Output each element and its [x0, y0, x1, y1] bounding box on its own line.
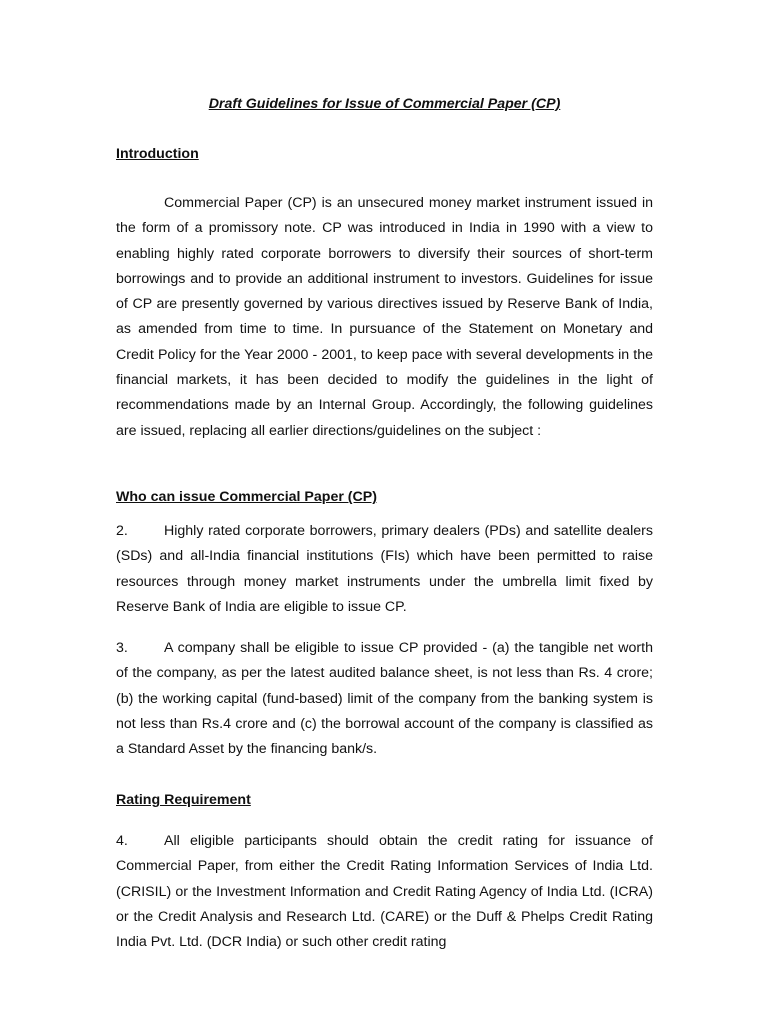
introduction-paragraph: Commercial Paper (CP) is an unsecured money market instrument issued in the form of a promissory note. CP was introduced in India in 1990 with a view to enabling highly rated corporate borrowers to diversify their sources of short-term borrowings and to provide an additional instrument to investors. Guidelines for issue of CP are presently governed by various directives issued by Reserve Bank of India, as amended from time to time. In pursuance of the Statement on Monetary and Credit Policy for the Year 2000 - 2001, to keep pace with several developments in the financial markets, it has been decided to modify the guidelines in the light of recommendations made by an Internal Group. Accordingly, the following guidelines are issued, replacing all earlier directions/guidelines on the subject : — [116, 195, 653, 439]
rating-requirement-heading: Rating Requirement — [116, 792, 251, 808]
paragraph-3-text: A company shall be eligible to issue CP provided - (a) the tangible net worth of the company, as per the latest audited balance sheet, is not less than Rs. 4 crore; (b) the working capital (fund-based) limit of the company from the banking system is not less than Rs.4 crore and (c) the borrowal account of the company is classified as a Standard Asset by the financing bank/s. — [116, 640, 653, 758]
document-title: Draft Guidelines for Issue of Commercial Paper (CP) — [208, 96, 561, 112]
paragraph-3-number: 3. — [116, 640, 128, 656]
paragraph-4-number: 4. — [116, 833, 128, 849]
paragraph-2-text: Highly rated corporate borrowers, primary dealers (PDs) and satellite dealers (SDs) and all-India financial institutions (FIs) which have been permitted to raise resources through money market instruments under the umbrella limit fixed by Reserve Bank of India are eligible to issue CP. — [116, 523, 653, 615]
who-can-issue-heading: Who can issue Commercial Paper (CP) — [116, 489, 377, 505]
paragraph-2-number: 2. — [116, 523, 128, 539]
document-page — [116, 0, 653, 1024]
paragraph-2 — [116, 519, 653, 620]
introduction-heading: Introduction — [116, 146, 199, 162]
paragraph-4 — [116, 829, 653, 955]
paragraph-3 — [116, 636, 653, 762]
paragraph-4-text: All eligible participants should obtain the credit rating for issuance of Commercial Paper, from either the Credit Rating Information Services of India Ltd. (CRISIL) or the Investment Information and Credit Rating Agency of India Ltd. (ICRA) or the Credit Analysis and Research Ltd. (CARE) or the Duff & Phelps Credit Rating India Pvt. Ltd. (DCR India) or such other credit rating — [116, 833, 653, 951]
